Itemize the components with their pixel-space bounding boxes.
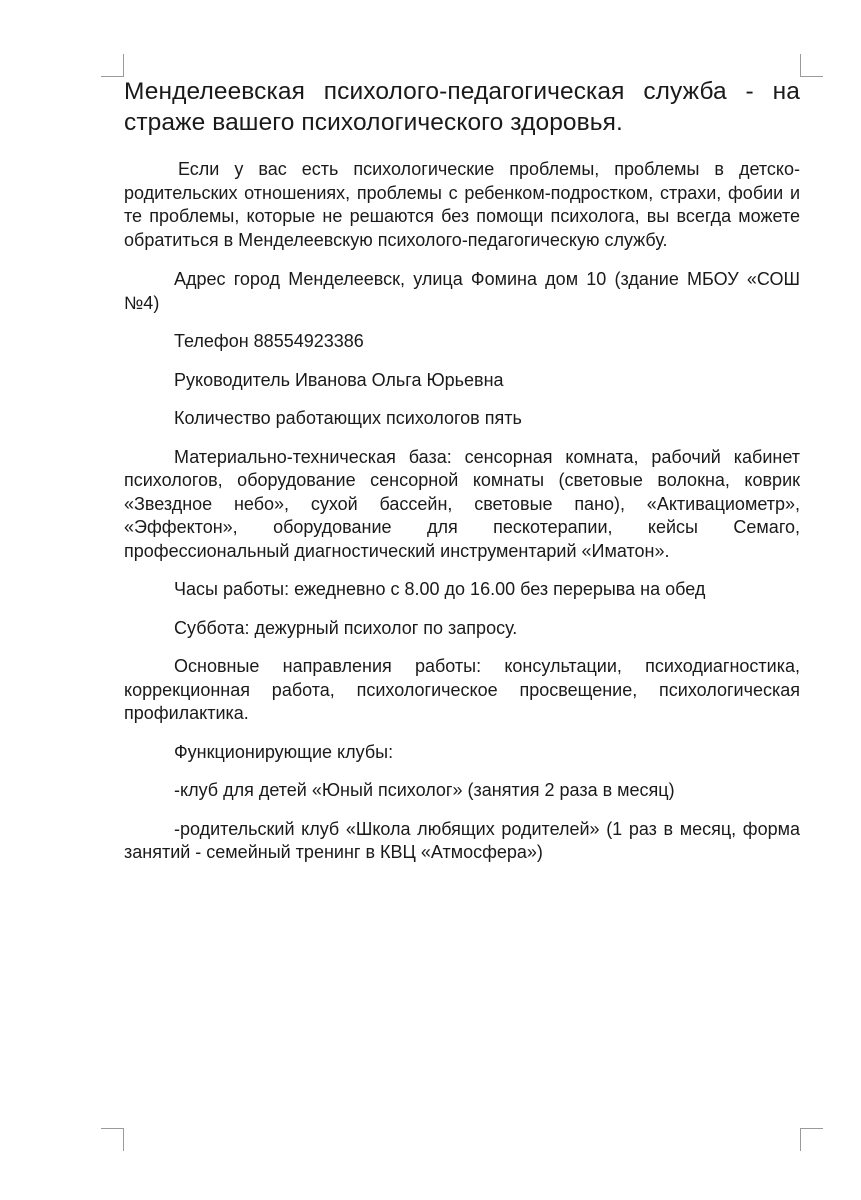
address-paragraph: Адрес город Менделеевск, улица Фомина дом 10 (здание МБОУ «СОШ №4) [124,269,800,313]
club-children-item: -клуб для детей «Юный психолог» (занятия 2 раза в месяц) [174,780,675,800]
saturday-paragraph: Суббота: дежурный психолог по запросу. [174,617,518,638]
document-body [124,76,800,880]
intro-paragraph: Если у вас есть психологические проблемы, проблемы в детско-родительских отношениях, проблемы с ребенком-подростком, страхи, фобии и те проблемы, которые не решаются без помощи психолога, вы всегда можете обратиться в Менделеевскую психолого-педагогическую службу. [124,159,800,250]
facilities-paragraph: Материально-техническая база: сенсорная комната, рабочий кабинет психологов, оборудование сенсорной комнаты (световые волокна, коврик «Звездное небо», сухой бассейн, световые пано), «Активациометр», «Эффектон», оборудование для пескотерапии, кейсы Семаго, профессиональный диагностический инструментарий «Иматон». [124,446,800,561]
psychologists-count-paragraph: Количество работающих психологов пять [174,408,522,428]
clubs-heading: Функционирующие клубы: [174,741,394,762]
head-paragraph: Руководитель Иванова Ольга Юрьевна [174,369,504,390]
crop-mark-top-left [101,54,124,77]
hours-paragraph: Часы работы: ежедневно с 8.00 до 16.00 без перерыва на обед [174,579,706,599]
crop-mark-bottom-right [800,1128,823,1151]
document-title: Менделеевская психолого-педагогическая служба - на страже вашего психологического здоровья. [124,78,800,136]
phone-paragraph: Телефон 88554923386 [174,331,364,351]
crop-mark-top-right [800,54,823,77]
crop-mark-bottom-left [101,1128,124,1151]
club-parents-item: -родительский клуб «Школа любящих родителей» (1 раз в месяц, форма занятий - семейный тренинг в КВЦ «Атмосфера») [124,818,800,862]
directions-paragraph: Основные направления работы: консультации, психодиагностика, коррекционная работа, психологическое просвещение, психологическая профилактика. [124,656,800,723]
